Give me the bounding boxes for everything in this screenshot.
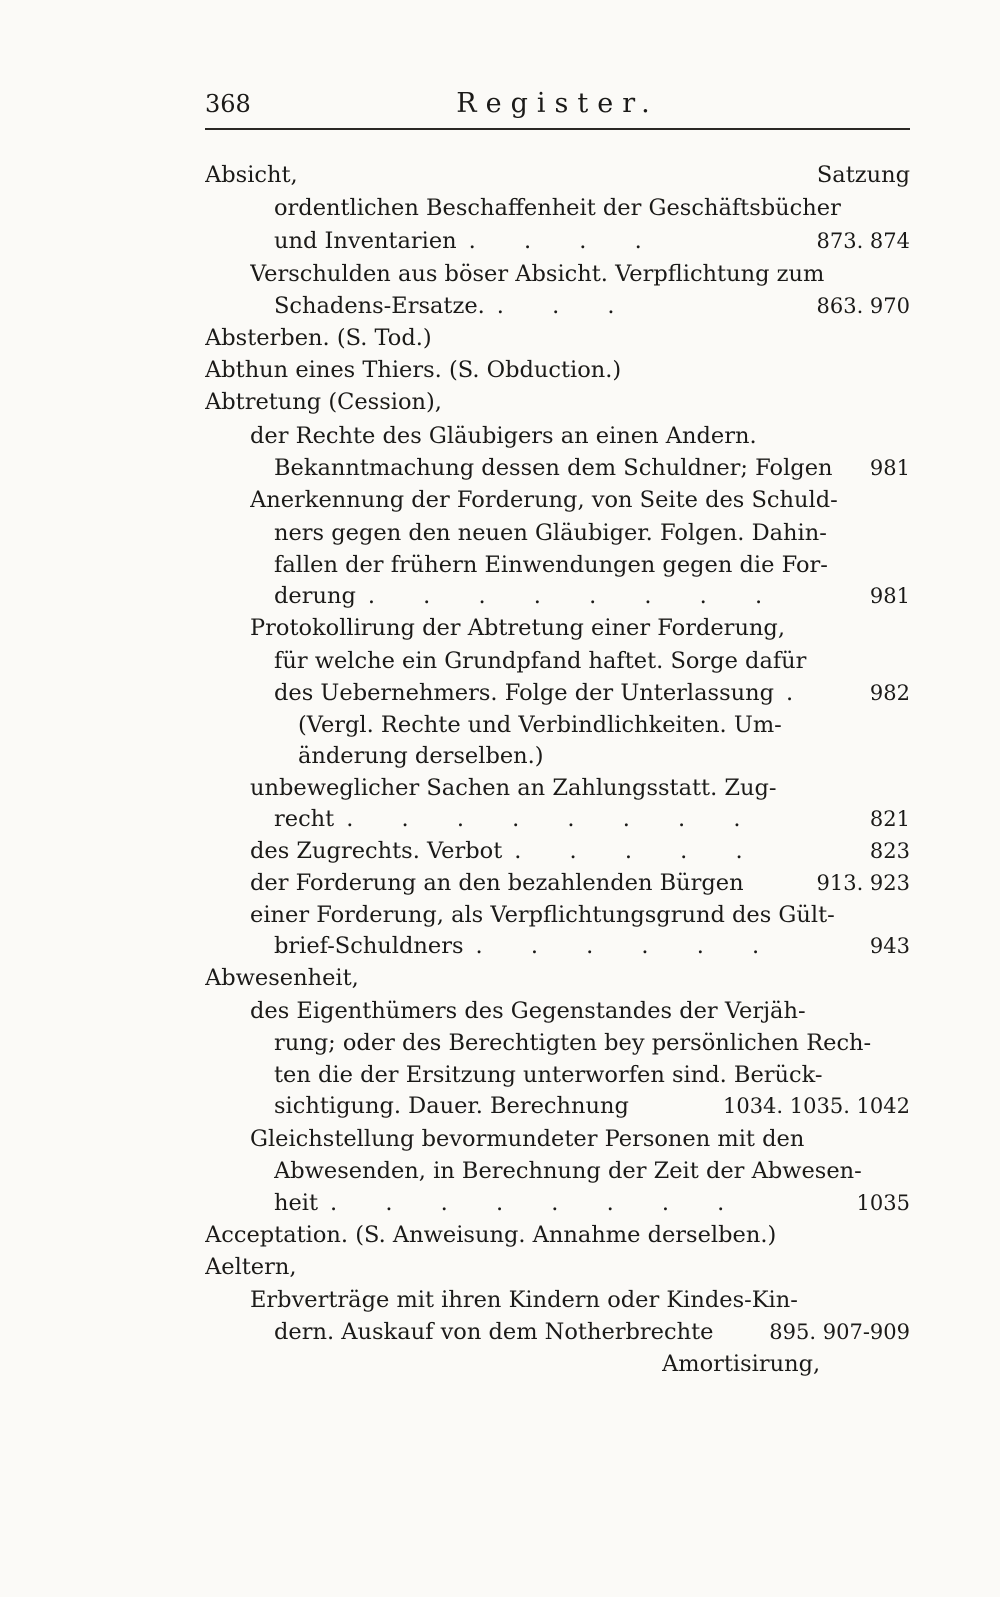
leader-dots: . . . . . . . . — [367, 583, 763, 609]
register-line — [250, 421, 910, 452]
entry-text: und Inventarien — [274, 228, 457, 254]
register-line — [250, 1285, 910, 1316]
register-line — [250, 613, 910, 644]
register-line — [250, 485, 910, 516]
register-line — [274, 646, 910, 677]
register-line — [274, 1188, 910, 1219]
register-line — [274, 1028, 910, 1059]
register-line — [274, 804, 910, 835]
entry-text: der Forderung an den bezahlenden Bürgen — [250, 870, 744, 896]
entry-text: Abwesenheit, — [205, 965, 359, 991]
register-line — [205, 355, 910, 386]
entry-text: Schadens-Ersatze. — [274, 293, 485, 319]
entry-text: Amortisirung, — [662, 1351, 821, 1377]
register-line — [662, 1349, 910, 1380]
register-line — [274, 931, 910, 962]
entry-text: (Vergl. Rechte und Verbindlichkeiten. Um- — [298, 712, 782, 738]
register-line — [250, 900, 910, 931]
page-reference: 1035 — [856, 1191, 910, 1215]
page-number: 368 — [205, 90, 251, 118]
page-reference: 943 — [869, 934, 910, 958]
entry-text: Absterben. (S. Tod.) — [205, 325, 432, 351]
entry-text: ordentlichen Beschaffenheit der Geschäftsbücher — [274, 195, 841, 221]
entry-text: unbeweglicher Sachen an Zahlungsstatt. Zug- — [250, 775, 777, 801]
register-line — [205, 160, 910, 191]
register-line — [250, 996, 910, 1027]
register-line — [274, 550, 910, 581]
entry-text: Abtretung (Cession), — [205, 389, 442, 415]
entry-text: heit — [274, 1190, 319, 1216]
register-line — [250, 773, 910, 804]
page-reference: 873. 874 — [816, 229, 910, 253]
entry-text: fallen der frühern Einwendungen gegen die For- — [274, 552, 828, 578]
register-line — [274, 581, 910, 612]
page-reference: 895. 907-909 — [769, 1320, 910, 1344]
entry-text: änderung derselben.) — [298, 743, 544, 769]
entry-text: für welche ein Grundpfand haftet. Sorge dafür — [274, 648, 807, 674]
entry-text: Protokollirung der Abtretung einer Forderung, — [250, 615, 785, 641]
catchword: Satzung — [816, 162, 910, 188]
page-reference: 821 — [869, 807, 910, 831]
entry-text: ten die der Ersitzung unterworfen sind. Berück- — [274, 1062, 823, 1088]
page-reference: 823 — [869, 839, 910, 863]
leader-dots: . . . . . . . . — [330, 1190, 725, 1216]
leader-dots: . . . . . . — [475, 933, 760, 959]
leader-dots: . . . . — [468, 228, 643, 254]
entry-text: Acceptation. (S. Anweisung. Annahme derselben.) — [205, 1222, 777, 1248]
entry-text: Absicht, — [205, 162, 298, 188]
entry-text: des Uebernehmers. Folge der Unterlassung — [274, 680, 774, 706]
entry-text: Gleichstellung bevormundeter Personen mit den — [250, 1126, 805, 1152]
register-line — [274, 518, 910, 549]
register-line — [250, 1124, 910, 1155]
register-line — [205, 323, 910, 354]
entry-text: einer Forderung, als Verpflichtungsgrund des Gült- — [250, 902, 835, 928]
register-line — [205, 963, 910, 994]
entry-text: rung; oder des Berechtigten bey persönlichen Rech- — [274, 1030, 872, 1056]
register-line — [250, 868, 910, 899]
entry-text: ners gegen den neuen Gläubiger. Folgen. Dahin- — [274, 520, 827, 546]
page-reference: 913. 923 — [816, 871, 910, 895]
entry-text: Anerkennung der Forderung, von Seite des Schuld- — [250, 487, 838, 513]
leader-dots: . . . . . . . . — [346, 806, 742, 832]
leader-dots: . . . — [496, 293, 616, 319]
register-line — [205, 1220, 910, 1251]
register-line — [298, 710, 910, 741]
page-reference: 982 — [869, 681, 910, 705]
register-line — [205, 1252, 910, 1283]
page-reference: 981 — [869, 584, 910, 608]
entry-text: Abthun eines Thiers. (S. Obduction.) — [205, 357, 622, 383]
register-line — [298, 741, 910, 772]
page-reference: 1034. 1035. 1042 — [722, 1094, 910, 1118]
register-line — [274, 1156, 910, 1187]
register-line — [250, 836, 910, 867]
entry-text: Erbverträge mit ihren Kindern oder Kindes-Kin- — [250, 1287, 798, 1313]
register-line — [274, 678, 910, 709]
register-line — [274, 1060, 910, 1091]
register-line — [274, 291, 910, 322]
page-reference: 863. 970 — [816, 294, 910, 318]
register-line — [274, 193, 910, 224]
entry-text: dern. Auskauf von dem Notherbrechte — [274, 1319, 714, 1345]
register-line — [274, 453, 910, 484]
entry-text: des Zugrechts. Verbot — [250, 838, 503, 864]
entry-text: Verschulden aus böser Absicht. Verpflichtung zum — [250, 261, 825, 287]
entry-text: Bekanntmachung dessen dem Schuldner; Folgen — [274, 455, 833, 481]
register-line — [274, 1317, 910, 1348]
leader-dots: . . . . . — [514, 838, 744, 864]
register-line — [250, 259, 910, 290]
entry-text: recht — [274, 806, 335, 832]
register-line — [274, 1091, 910, 1122]
page-reference: 981 — [869, 456, 910, 480]
register-line — [274, 226, 910, 257]
entry-text: Aeltern, — [205, 1254, 297, 1280]
entry-text: der Rechte des Gläubigers an einen Andern. — [250, 423, 757, 449]
entry-text: derung — [274, 583, 356, 609]
entry-text: brief-Schuldners — [274, 933, 464, 959]
entry-text: sichtigung. Dauer. Berechnung — [274, 1093, 629, 1119]
entry-text: des Eigenthümers des Gegenstandes der Verjäh- — [250, 998, 806, 1024]
entry-text: Abwesenden, in Berechnung der Zeit der Abwesen- — [274, 1158, 862, 1184]
register-line — [205, 387, 910, 418]
leader-dots: . — [786, 680, 794, 706]
running-title: Register. — [456, 88, 659, 119]
